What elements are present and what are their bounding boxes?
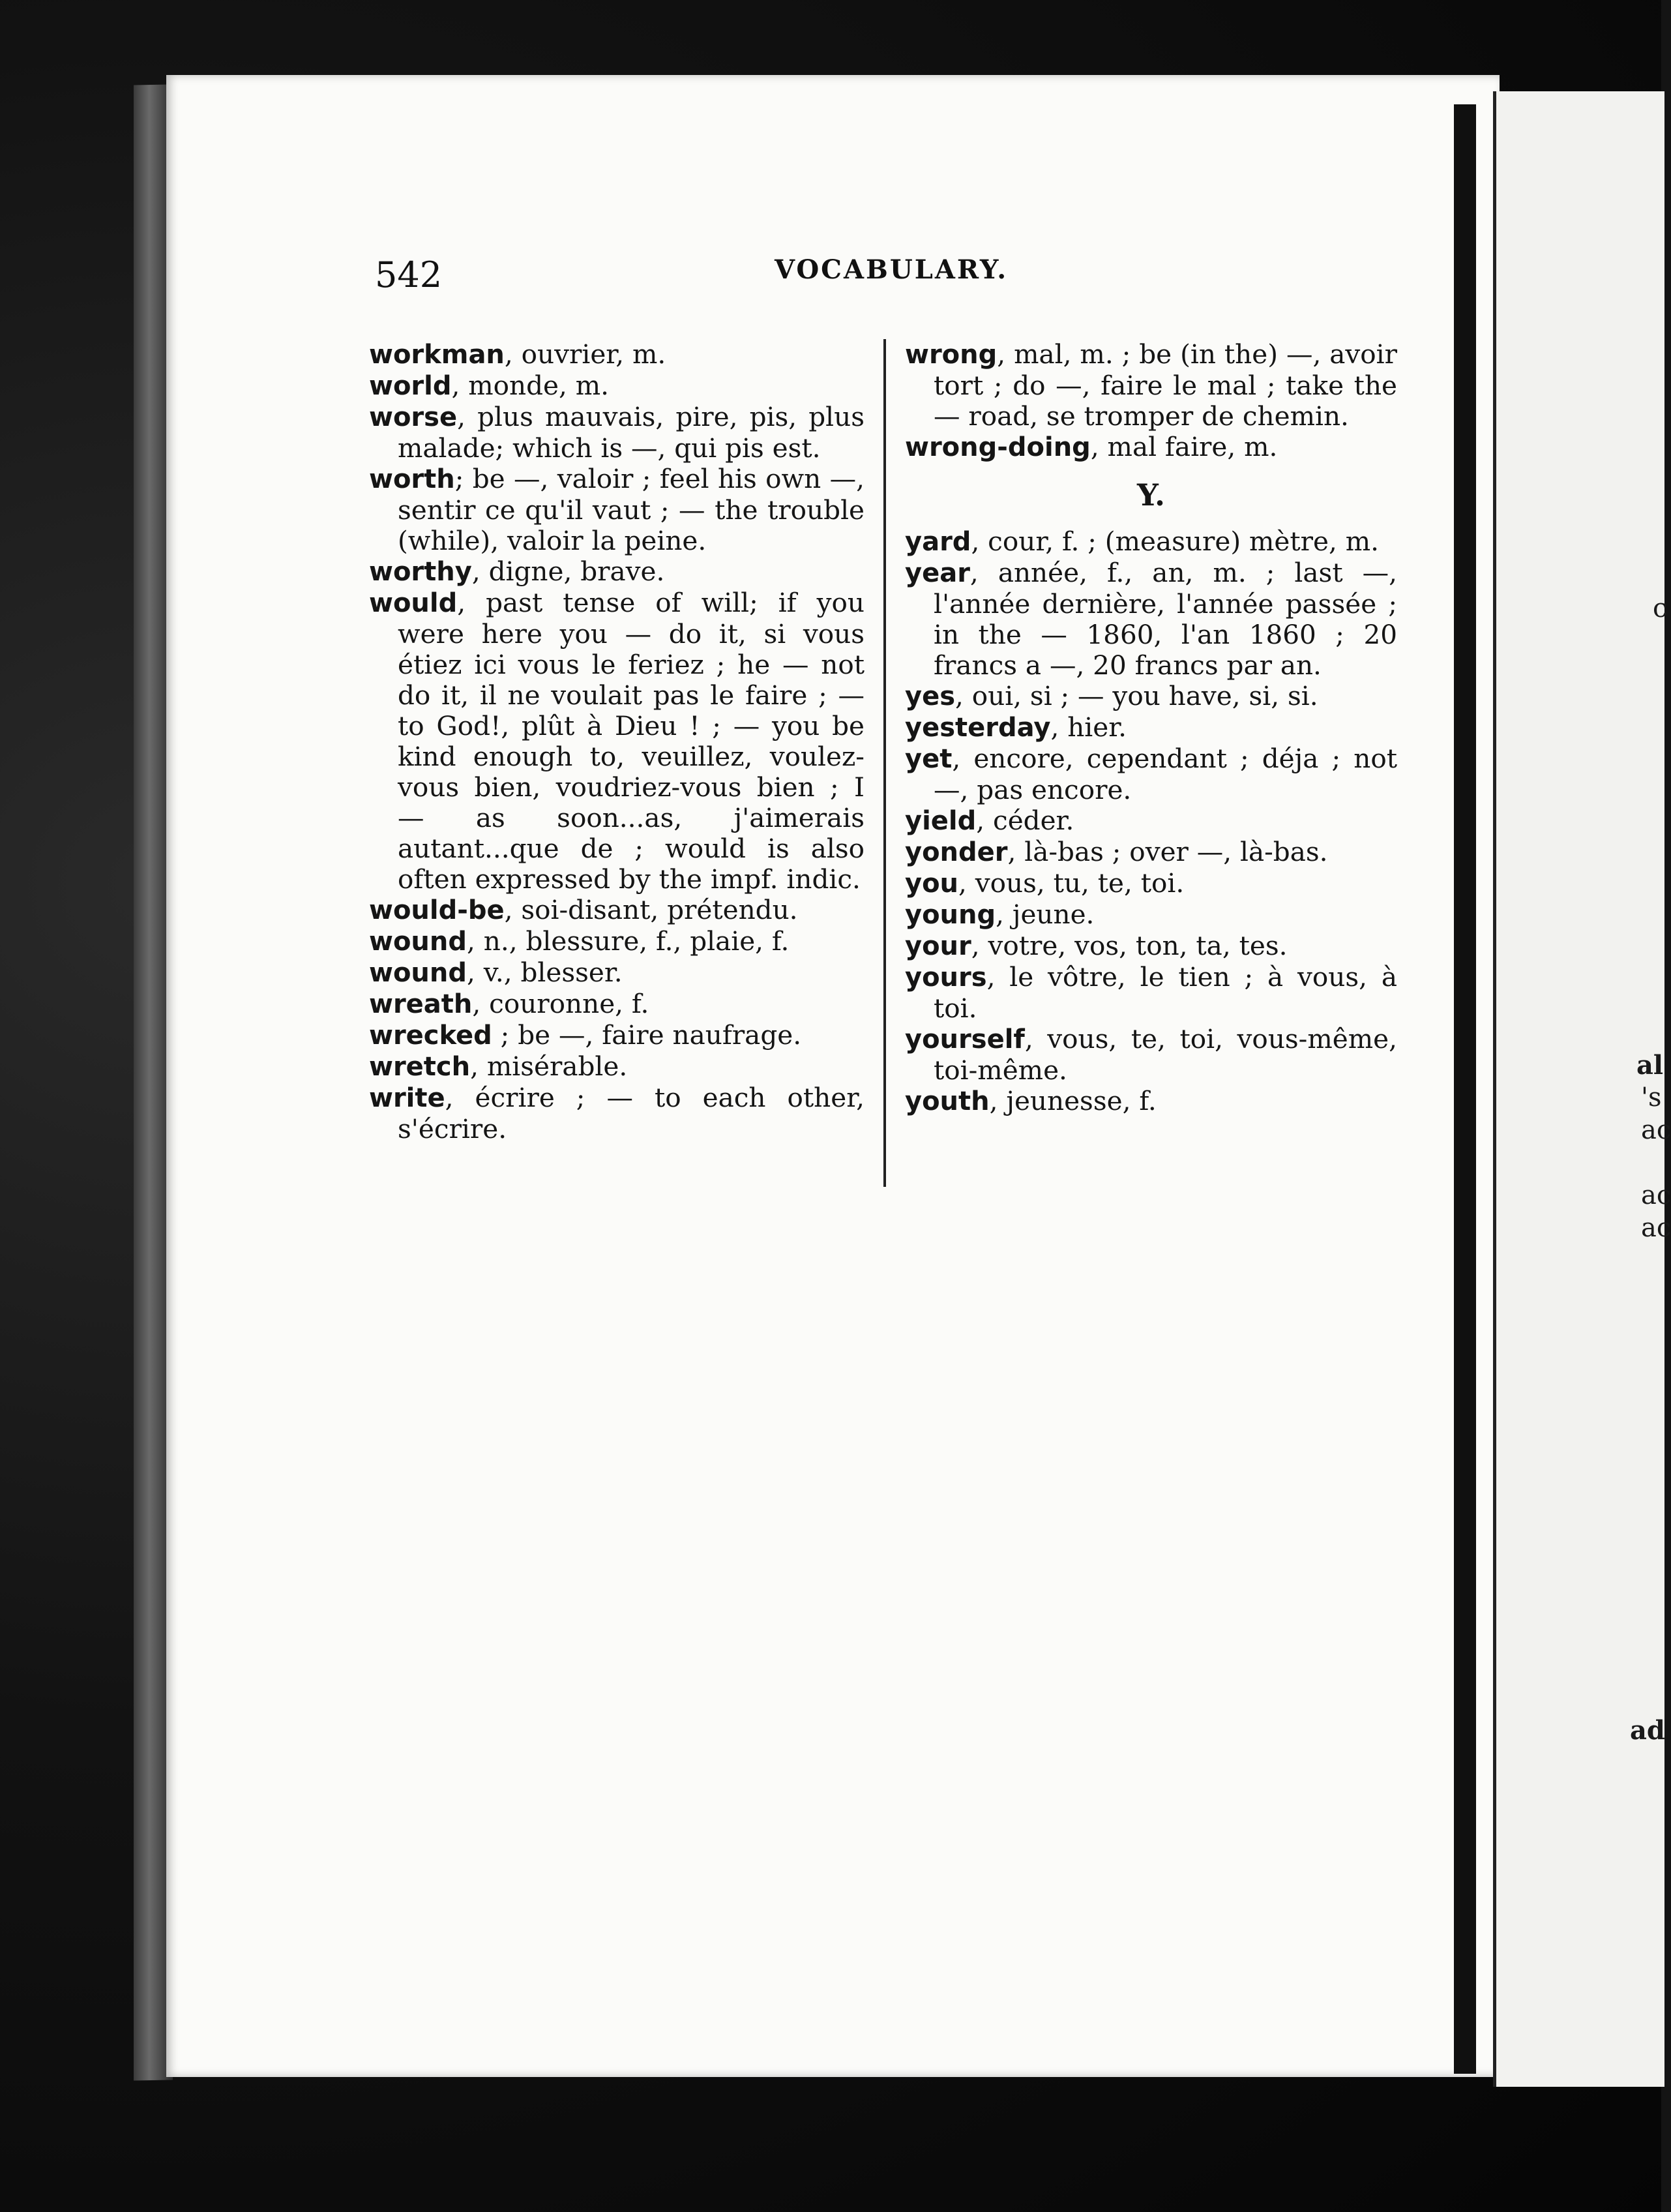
- headword: yes: [905, 681, 956, 711]
- vocab-entry: [369, 989, 865, 1020]
- vocab-entry: [905, 962, 1397, 1024]
- column-rule: [883, 339, 886, 1187]
- facing-page-fragment: ac: [1641, 1115, 1671, 1145]
- vocab-entry: [905, 837, 1397, 868]
- running-title: VOCABULARY.: [775, 254, 1009, 285]
- headword: yourself: [905, 1024, 1025, 1054]
- headword: wound: [369, 927, 467, 957]
- vocab-entry: [905, 805, 1397, 837]
- facing-page-edge: [1493, 91, 1671, 2087]
- vocab-entry: [369, 1051, 865, 1083]
- definition: , jeune.: [996, 899, 1095, 930]
- vocab-entry: [905, 1024, 1397, 1086]
- definition: , monde, m.: [451, 370, 610, 401]
- vocab-entry: [369, 895, 865, 926]
- headword: yours: [905, 963, 987, 993]
- headword: you: [905, 869, 959, 899]
- definition: , mal faire, m.: [1090, 431, 1278, 462]
- vocab-entry: [905, 558, 1397, 681]
- page-gutter: [1454, 104, 1476, 2074]
- headword: year: [905, 558, 970, 588]
- headword: worthy: [369, 557, 472, 587]
- vocab-entry: [369, 464, 865, 556]
- headword: write: [369, 1083, 445, 1113]
- facing-page-fragment: c: [1653, 593, 1668, 623]
- page-number: 542: [375, 254, 443, 295]
- headword: yesterday: [905, 713, 1051, 743]
- headword: yard: [905, 527, 971, 557]
- vocab-entry: [905, 526, 1397, 558]
- facing-page-fragment: ad: [1630, 1715, 1665, 1746]
- vocab-entry: [369, 926, 865, 957]
- definition: , past tense of will; if you were here you — do it, si vous étiez ici vous le feriez ; he — not do it, il ne voulait pas le faire ; — to God!, plût à Dieu ! ; — you be kind enough to, veuillez, voulez-vous bien, voudriez-vous bien ; I — as soon...as, j'aimerais autant...que de ; would is also often expressed by the impf. indic.: [398, 587, 865, 895]
- vocab-entry: [905, 681, 1397, 712]
- definition: ; be —, valoir ; feel his own —, sentir ce qu'il vaut ; — the trouble (while), valoir la peine.: [398, 463, 865, 556]
- headword: youth: [905, 1086, 990, 1116]
- definition: , v., blesser.: [467, 957, 623, 988]
- headword: yield: [905, 806, 977, 836]
- right-column: [905, 339, 1397, 1117]
- definition: , plus mauvais, pire, pis, plus malade; which is —, qui pis est.: [398, 401, 865, 464]
- headword: worth: [369, 464, 455, 494]
- definition: , mal, m. ; be (in the) —, avoir tort ; do —, faire le mal ; take the — road, se tromper de chemin.: [934, 338, 1397, 432]
- definition: , céder.: [976, 805, 1074, 836]
- definition: , le vôtre, le tien ; à vous, à toi.: [934, 961, 1397, 1024]
- definition: , là-bas ; over —, là-bas.: [1007, 836, 1328, 867]
- headword: would: [369, 588, 458, 618]
- definition: , ouvrier, m.: [504, 338, 666, 370]
- headword: your: [905, 931, 971, 961]
- definition: , votre, vos, ton, ta, tes.: [971, 930, 1288, 961]
- vocab-entry: [369, 556, 865, 588]
- vocab-entry: [905, 931, 1397, 962]
- definition: , vous, te, toi, vous-même, toi-même.: [934, 1023, 1397, 1086]
- headword: yonder: [905, 837, 1008, 867]
- headword: wrong: [905, 340, 998, 370]
- vocab-entry: [905, 712, 1397, 743]
- vocab-entry: [369, 588, 865, 895]
- headword: workman: [369, 340, 505, 370]
- definition: , hier.: [1050, 711, 1127, 743]
- section-letter: Y.: [1137, 477, 1165, 513]
- headword: yet: [905, 744, 953, 774]
- headword: wreath: [369, 989, 473, 1019]
- vocab-entry: [905, 432, 1397, 463]
- definition: ; be —, faire naufrage.: [492, 1019, 802, 1051]
- definition: , soi-disant, prétendu.: [504, 894, 798, 925]
- vocab-entry: [905, 1086, 1397, 1117]
- headword: would-be: [369, 895, 505, 925]
- vocab-entry: [369, 339, 865, 370]
- definition: , digne, brave.: [471, 556, 665, 587]
- vocab-entry: [369, 1020, 865, 1051]
- facing-page-fragment: ac: [1641, 1180, 1671, 1210]
- definition: , encore, cependant ; déja ; not —, pas encore.: [934, 743, 1397, 805]
- headword: wretch: [369, 1052, 471, 1082]
- definition: , cour, f. ; (measure) mètre, m.: [971, 526, 1379, 557]
- vocab-entry: [905, 868, 1397, 899]
- headword: wrecked: [369, 1021, 492, 1051]
- definition: , couronne, f.: [472, 988, 649, 1019]
- headword: wrong-doing: [905, 432, 1091, 462]
- headword: young: [905, 900, 996, 930]
- vocab-entry: [905, 899, 1397, 931]
- left-column: [369, 339, 865, 1144]
- headword: world: [369, 371, 452, 401]
- vocab-entry: [369, 402, 865, 464]
- vocab-entry: [369, 370, 865, 402]
- vocab-entry: [369, 1083, 865, 1144]
- headword: worse: [369, 402, 458, 432]
- definition: , misérable.: [470, 1051, 628, 1082]
- vocab-entry: [905, 743, 1397, 805]
- facing-page-fragment: al: [1636, 1050, 1664, 1081]
- headword: wound: [369, 958, 467, 988]
- definition: , vous, tu, te, toi.: [958, 867, 1185, 899]
- definition: , oui, si ; — you have, si, si.: [955, 680, 1318, 711]
- definition: , jeunesse, f.: [989, 1085, 1157, 1116]
- definition: , année, f., an, m. ; last —, l'année dernière, l'année passée ; in the — 1860, l'an 1860 ; 20 francs a —, 20 francs par an.: [934, 557, 1397, 681]
- facing-page-fragment: 's: [1641, 1083, 1662, 1113]
- facing-page-fragment: ac: [1641, 1213, 1671, 1243]
- vocab-entry: [369, 957, 865, 989]
- vocab-entry: [905, 339, 1397, 432]
- definition: , écrire ; — to each other, s'écrire.: [398, 1082, 865, 1144]
- definition: , n., blessure, f., plaie, f.: [467, 925, 790, 957]
